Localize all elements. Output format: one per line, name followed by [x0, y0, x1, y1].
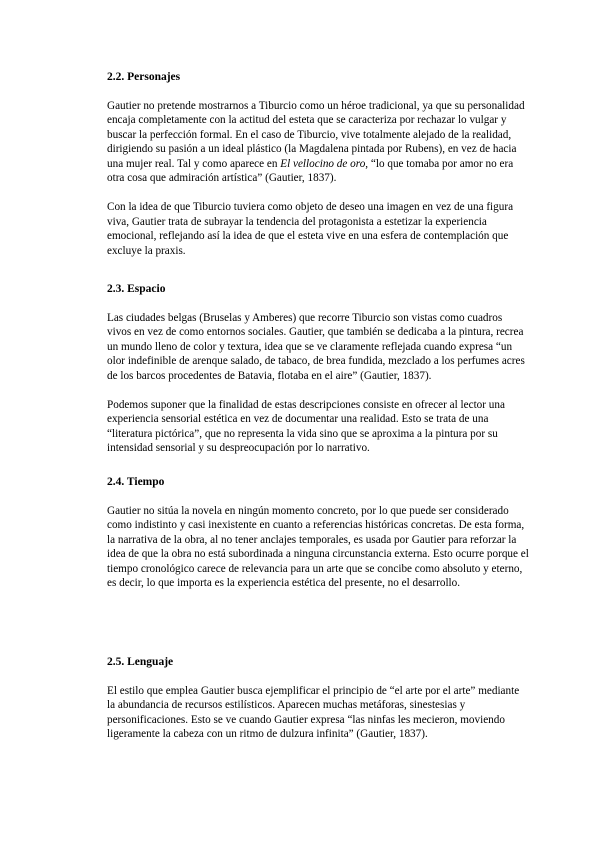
paragraph: [107, 99, 529, 185]
paragraph: Gautier no sitúa la novela en ningún momento concreto, por lo que puede ser considerado como indistinto y casi inexistente en cuanto a referencias históricas concretas. De esta forma, la narrativa de la obra, al no tener anclajes temporales, es usada por Gautier para reforzar la idea de que la obra no está subordinada a ninguna circunstancia externa. Esto ocurre porque el tiempo cronológico carece de relevancia para un arte que se concibe como absoluto y eterno, es decir, lo que importa es la experiencia estética del presente, no el desarrollo.: [107, 505, 529, 590]
paragraph: El estilo que emplea Gautier busca ejemplificar el principio de “el arte por el arte” mediante la abundancia de recursos estilísticos. Aparecen muchas metáforas, sinestesias y personificaciones. Esto se ve cuando Gautier expresa “las ninfas les mecieron, moviendo ligeramente la cabeza con un ritmo de dulzura infinita” (Gautier, 1837).: [107, 685, 520, 741]
section-heading: 2.5. Lenguaje: [107, 656, 174, 668]
section-heading: 2.2. Personajes: [107, 71, 181, 83]
section-tiempo: [107, 475, 529, 590]
book-title: El vellocino de oro: [280, 157, 366, 170]
paragraph: Podemos suponer que la finalidad de estas descripciones consiste en ofrecer al lector una experiencia sensorial estética en vez de documentar una realidad. Esto se trata de una “literatura pictórica”, que no representa la vida sino que se aproxima a la pintura por su intensidad sensorial y su despreocupación por lo narrativo.: [107, 399, 505, 455]
section-espacio: [107, 282, 529, 456]
paragraph: Con la idea de que Tiburcio tuviera como objeto de deseo una imagen en vez de una figura viva, Gautier trata de subrayar la tendencia del protagonista a estetizar la experiencia emocional, reflejando así la idea de que el esteta vive en una esfera de contemplación que excluye la praxis.: [107, 201, 514, 257]
section-heading: 2.3. Espacio: [107, 283, 166, 295]
paragraph-text: Gautier no pretende mostrarnos a Tiburcio como un héroe tradicional, ya que su personalidad encaja completamente con la actitud del esteta que se caracteriza por rechazar lo vulgar y buscar la perfección formal. En el caso de Tiburcio, vive totalmente alejado de la realidad, dirigiendo su pasión a un ideal plástico (la Magdalena pintada por Rubens), en vez de hacia una mujer real. Tal y como aparece en: [107, 100, 525, 170]
section-heading: 2.4. Tiempo: [107, 476, 165, 488]
section-personajes: [107, 70, 529, 258]
paragraph: Las ciudades belgas (Bruselas y Amberes) que recorre Tiburcio son vistas como cuadros vivos en vez de como entornos sociales. Gautier, que también se dedicaba a la pintura, recrea un mundo lleno de color y textura, idea que se ve claramente reflejada cuando expresa “un olor indefinible de arenque salado, de tabaco, de brea fundida, mezclado a los perfumes acres de los barcos procedentes de Batavia, flotaba en el aire” (Gautier, 1837).: [107, 312, 525, 382]
paragraph-text-end: , “lo que tomaba por amor no era otra cosa que admiración artística” (Gautier, 1837).: [107, 157, 514, 185]
section-lenguaje: [107, 655, 529, 742]
